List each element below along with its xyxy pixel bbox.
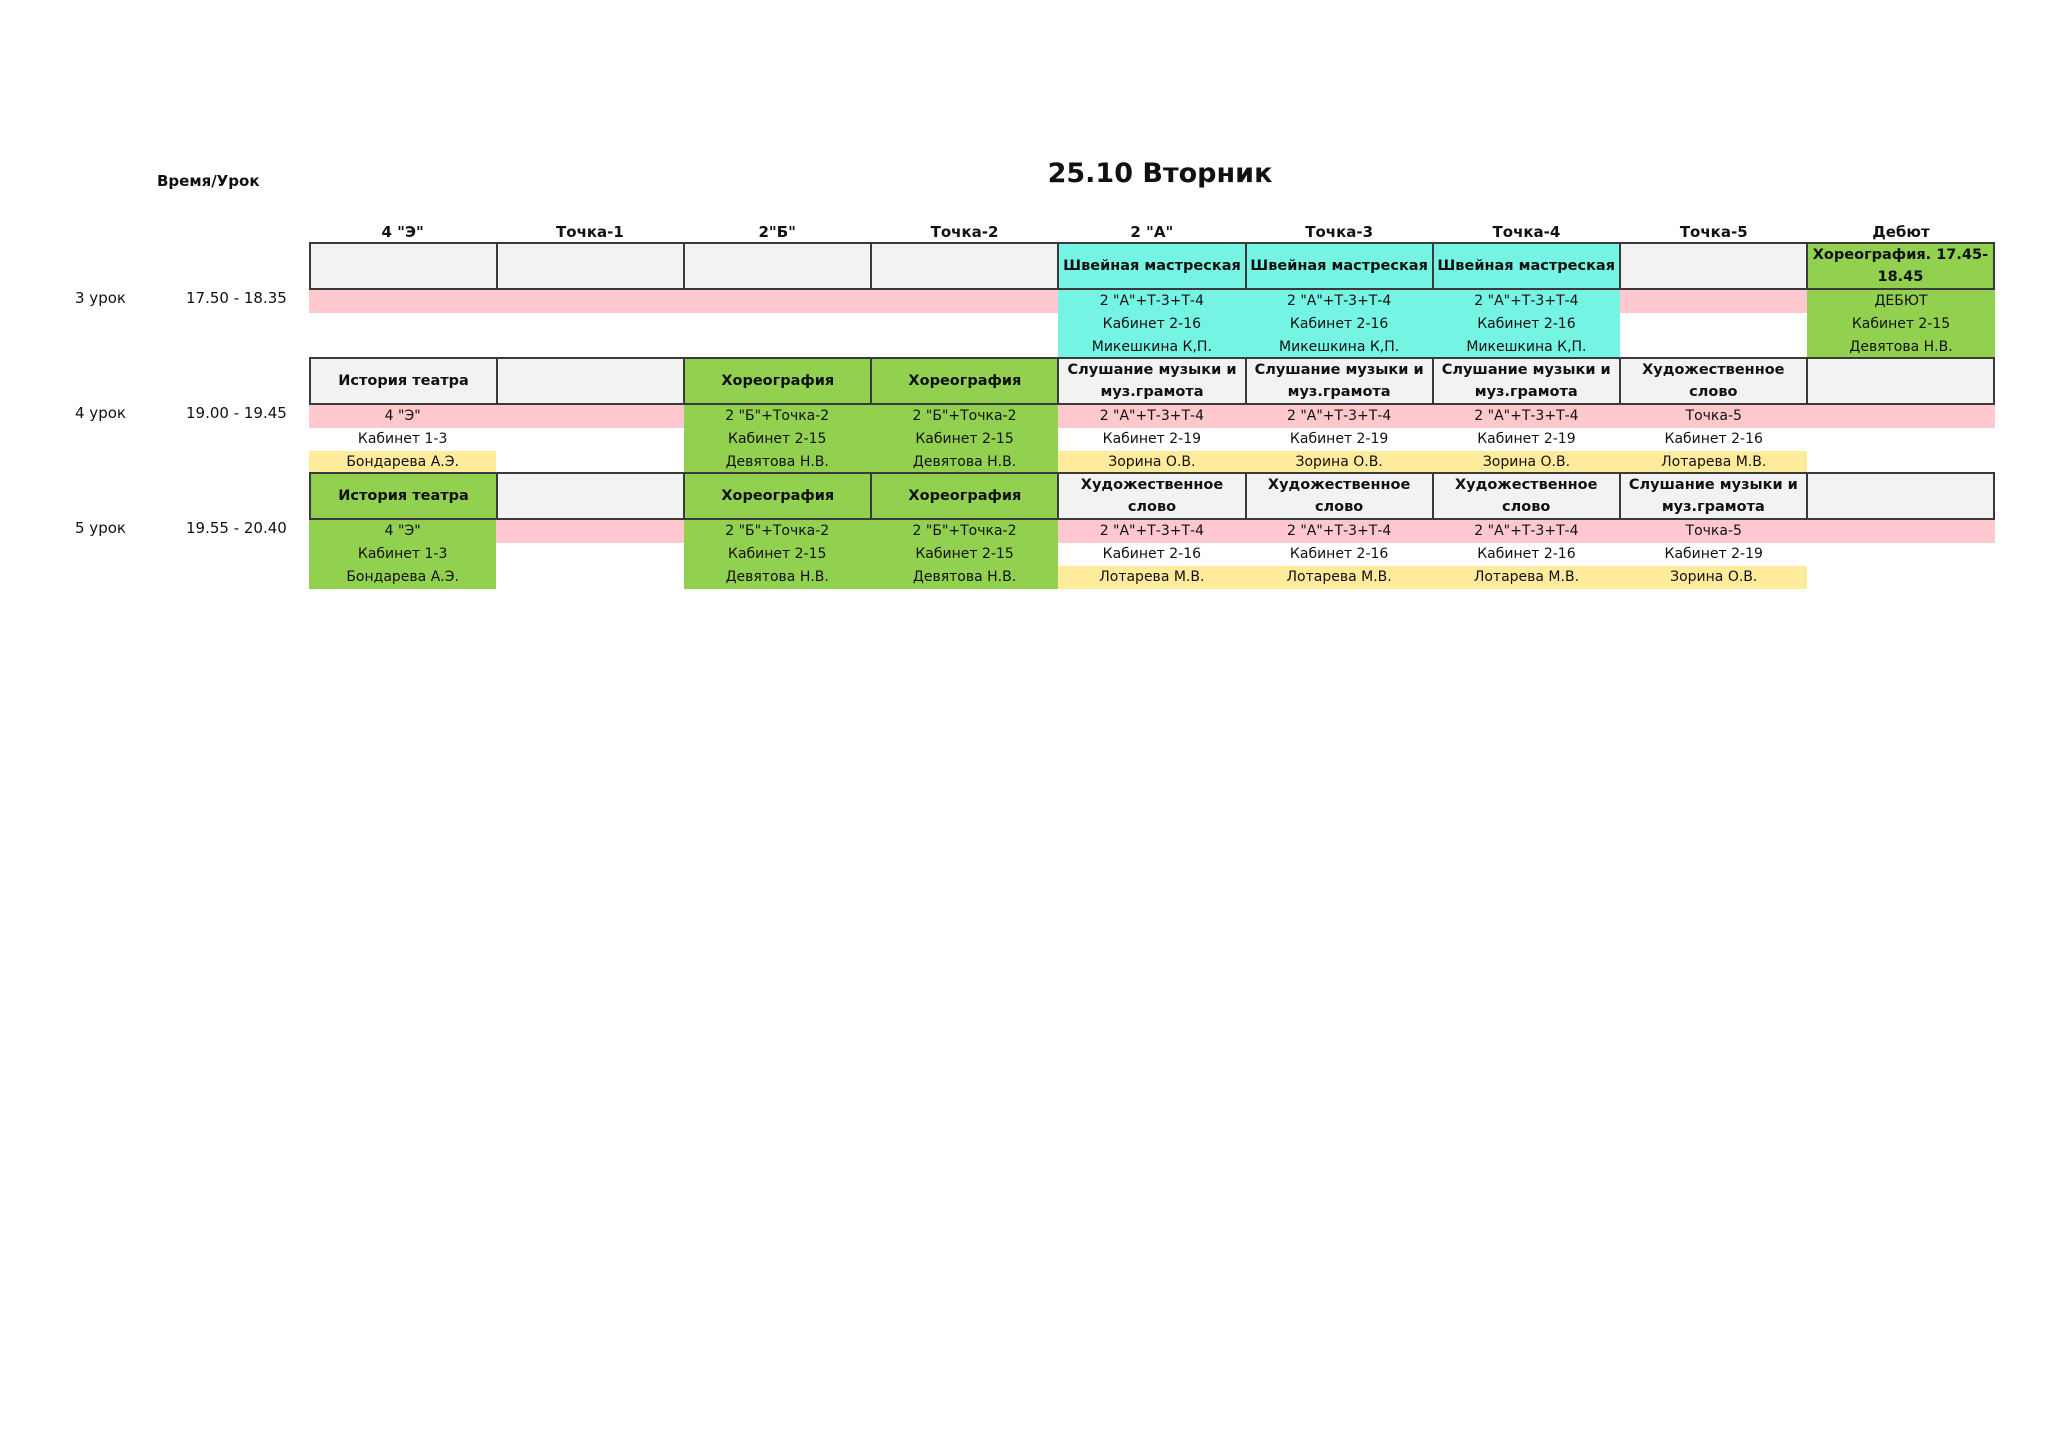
- group-cell: Точка-5: [1620, 405, 1807, 428]
- lesson-label: 4 урок: [75, 404, 126, 422]
- room-cell: Кабинет 2-15: [1807, 313, 1994, 336]
- subject-cell: [683, 242, 872, 290]
- room-cell: Кабинет 2-15: [871, 428, 1058, 451]
- subject-row: [309, 242, 1995, 290]
- group-cell: 2 "Б"+Точка-2: [684, 520, 871, 543]
- subject-cell: Хореография. 17.45-18.45: [1806, 242, 1995, 290]
- group-cell: 2 "А"+Т-3+Т-4: [1433, 520, 1620, 543]
- room-cell: [309, 313, 496, 336]
- group-cell: 2 "Б"+Точка-2: [871, 520, 1058, 543]
- teacher-cell: Бондарева А.Э.: [309, 566, 496, 589]
- room-cell: Кабинет 2-15: [684, 428, 871, 451]
- subject-cell: [1806, 472, 1995, 520]
- teacher-cell: [309, 336, 496, 359]
- subject-cell: Слушание музыки и муз.грамота: [1057, 357, 1246, 405]
- subject-cell: [1806, 357, 1995, 405]
- group-cell: [496, 290, 683, 313]
- column-header: Точка-4: [1492, 223, 1561, 241]
- teacher-cell: [1807, 566, 1994, 589]
- teacher-cell: Девятова Н.В.: [684, 451, 871, 474]
- teacher-cell: [496, 566, 683, 589]
- subject-cell: [1619, 242, 1808, 290]
- lesson-time: 17.50 - 18.35: [186, 289, 287, 307]
- teacher-row: [309, 451, 1995, 474]
- subject-cell: Швейная мастреская: [1245, 242, 1434, 290]
- lesson-label: 5 урок: [75, 519, 126, 537]
- column-header: Точка-5: [1679, 223, 1748, 241]
- subject-cell: Слушание музыки и муз.грамота: [1619, 472, 1808, 520]
- teacher-cell: Зорина О.В.: [1245, 451, 1432, 474]
- lesson-time: 19.55 - 20.40: [186, 519, 287, 537]
- column-header: 4 "Э": [381, 223, 424, 241]
- subject-cell: [870, 242, 1059, 290]
- subject-cell: Слушание музыки и муз.грамота: [1432, 357, 1621, 405]
- room-cell: [871, 313, 1058, 336]
- group-row: [309, 520, 1995, 543]
- teacher-cell: [1620, 336, 1807, 359]
- room-cell: [1620, 313, 1807, 336]
- time-lesson-label: Время/Урок: [157, 172, 260, 190]
- group-cell: 2 "А"+Т-3+Т-4: [1058, 405, 1245, 428]
- room-cell: Кабинет 2-15: [684, 543, 871, 566]
- room-cell: Кабинет 2-16: [1664, 431, 1763, 447]
- group-cell: [496, 520, 683, 543]
- room-cell: Кабинет 2-19: [1664, 546, 1763, 562]
- teacher-cell: Зорина О.В.: [1433, 451, 1620, 474]
- room-row: [309, 543, 1995, 566]
- subject-cell: Хореография: [870, 472, 1059, 520]
- subject-cell: Слушание музыки и муз.грамота: [1245, 357, 1434, 405]
- subject-cell: Художественное слово: [1057, 472, 1246, 520]
- teacher-row: [309, 566, 1995, 589]
- column-header: Точка-1: [556, 223, 624, 241]
- group-row: [309, 290, 1995, 313]
- group-cell: 2 "А"+Т-3+Т-4: [1433, 405, 1620, 428]
- room-cell: Кабинет 1-3: [357, 431, 448, 447]
- group-cell: 2 "А"+Т-3+Т-4: [1245, 520, 1432, 543]
- teacher-row: [309, 336, 1995, 359]
- teacher-cell: Микешкина К,П.: [1058, 336, 1245, 359]
- teacher-cell: Зорина О.В.: [1620, 566, 1807, 589]
- subject-cell: Художественное слово: [1619, 357, 1808, 405]
- group-row: [309, 405, 1995, 428]
- subject-cell: История театра: [309, 472, 498, 520]
- column-header: 2 "А": [1130, 223, 1174, 241]
- subject-row: [309, 357, 1995, 405]
- room-row: [309, 313, 1995, 336]
- group-cell: 2 "А"+Т-3+Т-4: [1058, 290, 1245, 313]
- room-cell: Кабинет 2-16: [1102, 546, 1202, 562]
- group-cell: 4 "Э": [309, 520, 496, 543]
- subject-cell: [496, 472, 685, 520]
- subject-cell: [496, 357, 685, 405]
- teacher-cell: Зорина О.В.: [1058, 451, 1245, 474]
- room-cell: Кабинет 2-16: [1477, 546, 1576, 562]
- room-cell: Кабинет 2-16: [1058, 313, 1245, 336]
- group-cell: [1807, 520, 1994, 543]
- group-cell: [1807, 405, 1994, 428]
- room-cell: Кабинет 1-3: [309, 543, 496, 566]
- column-header: 2"Б": [758, 223, 796, 241]
- room-cell: Кабинет 2-19: [1477, 431, 1576, 447]
- room-cell: [1807, 428, 1994, 451]
- group-cell: Точка-5: [1620, 520, 1807, 543]
- group-cell: 2 "А"+Т-3+Т-4: [1245, 290, 1432, 313]
- teacher-cell: [496, 451, 683, 474]
- teacher-cell: Бондарева А.Э.: [309, 451, 496, 474]
- teacher-cell: Лотарева М.В.: [1620, 451, 1807, 474]
- teacher-cell: [1807, 451, 1994, 474]
- room-cell: Кабинет 2-16: [1289, 546, 1389, 562]
- teacher-cell: Девятова Н.В.: [1807, 336, 1994, 359]
- teacher-cell: [871, 336, 1058, 359]
- group-cell: [309, 290, 496, 313]
- teacher-cell: Девятова Н.В.: [684, 566, 871, 589]
- subject-cell: История театра: [309, 357, 498, 405]
- subject-cell: [496, 242, 685, 290]
- group-cell: 4 "Э": [309, 405, 496, 428]
- lesson-label: 3 урок: [75, 289, 126, 307]
- room-cell: [1807, 543, 1994, 566]
- teacher-cell: Девятова Н.В.: [871, 566, 1058, 589]
- subject-cell: Хореография: [683, 357, 872, 405]
- room-row: [309, 428, 1995, 451]
- group-cell: 2 "А"+Т-3+Т-4: [1245, 405, 1432, 428]
- teacher-cell: Микешкина К,П.: [1433, 336, 1620, 359]
- group-cell: 2 "А"+Т-3+Т-4: [1058, 520, 1245, 543]
- group-cell: 2 "Б"+Точка-2: [871, 405, 1058, 428]
- group-cell: [496, 405, 683, 428]
- teacher-cell: Лотарева М.В.: [1245, 566, 1432, 589]
- column-header: Точка-3: [1305, 223, 1374, 241]
- subject-cell: [309, 242, 498, 290]
- group-cell: 2 "Б"+Точка-2: [684, 405, 871, 428]
- group-cell: [684, 290, 871, 313]
- room-cell: [496, 428, 683, 451]
- subject-row: [309, 472, 1995, 520]
- column-header: Точка-2: [930, 223, 999, 241]
- subject-cell: Швейная мастреская: [1057, 242, 1246, 290]
- teacher-cell: Микешкина К,П.: [1245, 336, 1432, 359]
- teacher-cell: [684, 336, 871, 359]
- subject-cell: Художественное слово: [1432, 472, 1621, 520]
- lesson-time: 19.00 - 19.45: [186, 404, 287, 422]
- page-title: 25.10 Вторник: [1047, 158, 1273, 189]
- room-cell: [684, 313, 871, 336]
- room-cell: [496, 313, 683, 336]
- group-cell: [871, 290, 1058, 313]
- column-header: Дебют: [1872, 223, 1930, 241]
- group-cell: ДЕБЮТ: [1807, 290, 1994, 313]
- subject-cell: Художественное слово: [1245, 472, 1434, 520]
- group-cell: 2 "А"+Т-3+Т-4: [1433, 290, 1620, 313]
- teacher-cell: Лотарева М.В.: [1433, 566, 1620, 589]
- room-cell: Кабинет 2-15: [871, 543, 1058, 566]
- room-cell: Кабинет 2-16: [1245, 313, 1432, 336]
- room-cell: Кабинет 2-19: [1289, 431, 1389, 447]
- teacher-cell: Лотарева М.В.: [1058, 566, 1245, 589]
- subject-cell: Хореография: [870, 357, 1059, 405]
- teacher-cell: [496, 336, 683, 359]
- room-cell: Кабинет 2-16: [1433, 313, 1620, 336]
- room-cell: Кабинет 2-19: [1102, 431, 1202, 447]
- room-cell: [496, 543, 683, 566]
- subject-cell: Хореография: [683, 472, 872, 520]
- subject-cell: Швейная мастреская: [1432, 242, 1621, 290]
- group-cell: [1620, 290, 1807, 313]
- teacher-cell: Девятова Н.В.: [871, 451, 1058, 474]
